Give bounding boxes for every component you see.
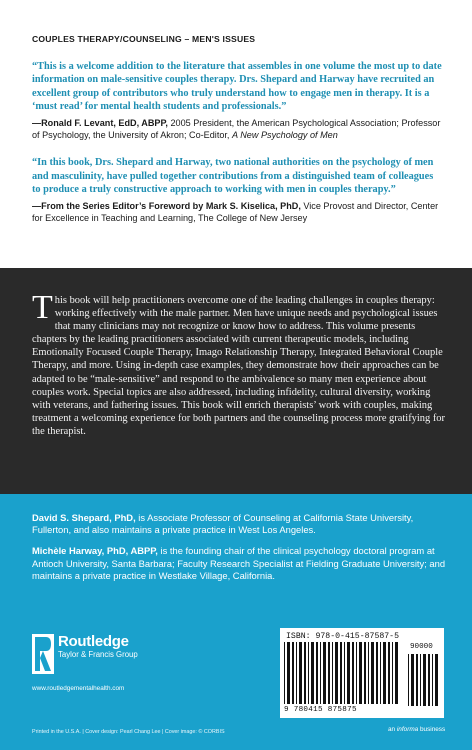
price-code: 90000 [410,643,433,651]
informa-brand: informa [396,726,419,733]
bio-harway [32,545,452,582]
informa-prefix: an [388,726,397,733]
bio-name: Michèle Harway, PhD, ABPP, [32,545,158,557]
isbn-label: ISBN: 978-0-415-87587-5 [286,632,400,641]
book-description [32,289,448,438]
description-section [0,268,472,494]
barcode-icon [284,642,402,704]
description-text: his book will help practitioners overcome one of the leading challenges in couples therapy: working effectively with the male partner. Men have unique needs and psychological issues that many clinicians may not recognize or know how to address. This volume presents chapters by the leading practitioners associated with current therapeutic models, including Emotionally Focused Couple Therapy, Imago Relationship Therapy, Integrated Behavioral Couple Therapy, and more. Using in-depth case examples, they demonstrate how their approaches can be adapted to be “male-sensitive” and respond to the ambivalence so many men experience about couples work. Special topics are also addressed, including infidelity, cultural diversity, working with veterans, and fathering issues. This book will enrich therapists’ work with couples, making treatment a welcoming experience for both partners and the counseling process more gratifying for the therapist. [32,295,445,437]
category-label: COUPLES THERAPY/COUNSELING – MEN'S ISSUES [32,34,256,44]
barcode-addon-icon [408,654,438,706]
drop-cap: T [32,289,53,326]
cover-credits: Printed in the U.S.A. | Cover design: Pearl Chang Lee | Cover image: © CORBIS [32,729,225,735]
quote-levant-attribution [32,117,444,142]
publisher-website: www.routledgementalhealth.com [32,685,125,692]
isbn-barcode [280,628,444,718]
author-bios [32,512,452,591]
quote-levant: “This is a welcome addition to the literature that assembles in one volume the most up to date information on male-sensitive couples therapy. Drs. Shepard and Harway have recruited an excellent group of contributors who truly understand how to engage men in therapy. It is a ‘must read’ for mental health students and professionals.” [32,61,442,113]
quote-kiselica-attribution [32,200,444,225]
attribution-book: A New Psychology of Men [231,130,338,141]
attribution-name: —From the Series Editor’s Foreword by Mark S. Kiselica, PhD, [32,200,301,211]
publisher-name: Routledge [58,633,129,650]
bio-text: is Associate Professor of Counseling at California State University, Fullerton, and also maintains a private practice in West Los Angeles. [32,512,414,536]
publisher-name-block [58,634,138,660]
publisher-group: Taylor & Francis Group [58,650,138,659]
publisher-logo [32,634,138,674]
attribution-role: 2005 President, the American Psychological Association; Professor of Psychology, the University of Akron; Co-Editor, [32,117,441,141]
barcode-number: 9 780415 875875 [284,706,357,714]
bio-shepard [32,512,452,536]
bio-text: is the founding chair of the clinical psychology doctoral program at Antioch University, Santa Barbara; Faculty Research Specialist at Fielding Graduate University; and maintains a private practice in Westlake Village, California. [32,545,446,581]
informa-suffix: business [418,726,446,733]
attribution-name: —Ronald F. Levant, EdD, ABPP, [32,117,168,128]
informa-tagline [388,726,445,733]
author-band [0,494,472,750]
attribution-role: Vice Provost and Director, Center for Excellence in Teaching and Learning, The College of New Jersey [32,200,439,224]
front-quotes-section [0,0,472,268]
routledge-mark-icon [32,634,54,674]
bio-name: David S. Shepard, PhD, [32,512,136,523]
quote-kiselica: “In this book, Drs. Shepard and Harway, two national authorities on the psychology of men and masculinity, have pulled together contributions from a distinguished team of colleagues to produce a truly constructive approach to working with men in couples therapy.” [32,157,434,196]
